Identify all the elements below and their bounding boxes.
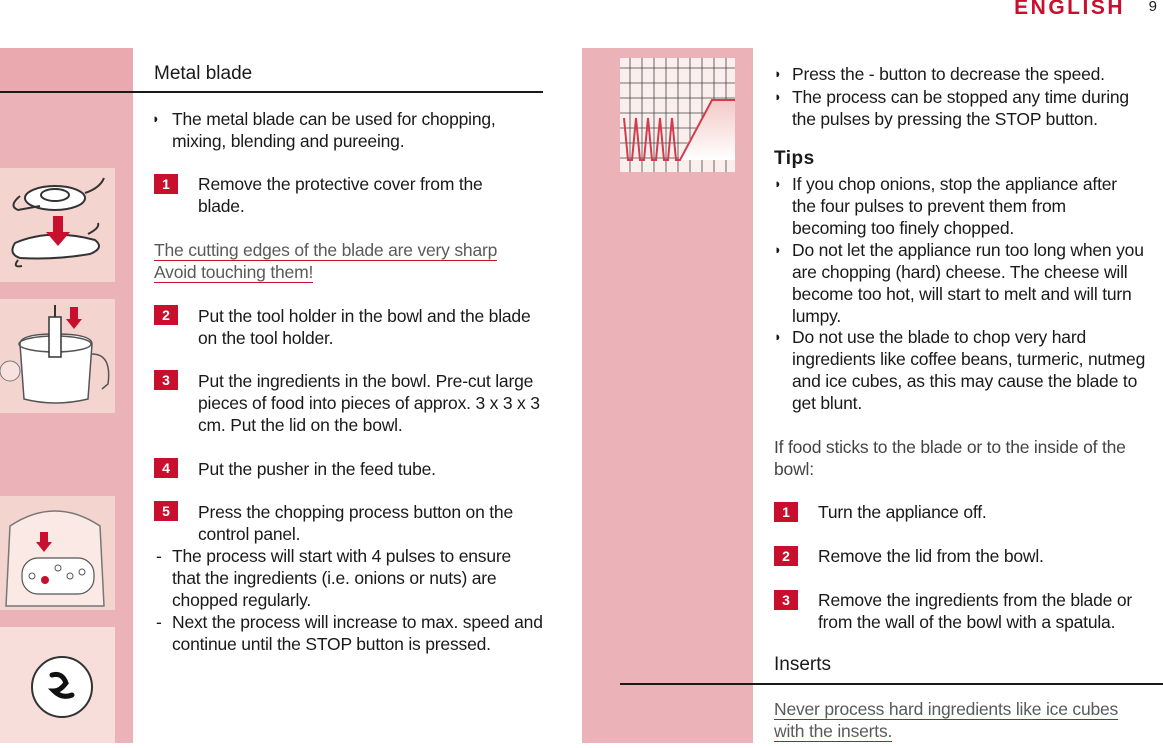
step-number: 5 bbox=[154, 501, 178, 521]
bullet-marker: ◗ bbox=[152, 111, 160, 126]
intro-bullet-text: The metal blade can be used for chopping, mixing, blending and pureeing. bbox=[172, 109, 496, 151]
dash-item-text: Next the process will increase to max. speed and continue until the STOP button is pressed. bbox=[172, 612, 543, 654]
bullet-marker: ◗ bbox=[774, 66, 782, 81]
dash-marker: - bbox=[156, 546, 162, 566]
page-number: 9 bbox=[1148, 0, 1157, 15]
warning-line: The cutting edges of the blade are very sharp bbox=[154, 240, 498, 260]
bullet-marker: ◗ bbox=[774, 176, 782, 191]
inserts-title: Inserts bbox=[774, 654, 832, 675]
decrease-speed-bullet: Press the - button to decrease the speed. bbox=[792, 64, 1105, 84]
bullet-marker: ◗ bbox=[774, 329, 782, 344]
language-label: ENGLISH bbox=[1014, 0, 1125, 19]
warning-line: Avoid touching them! bbox=[154, 262, 314, 282]
tip-text: Do not let the appliance run too long when you are chopping (hard) cheese. The cheese will become too hot, will start to melt and will turn lumpy. bbox=[792, 240, 1144, 326]
step-number: 3 bbox=[774, 590, 798, 610]
dash-item-text: The process will start with 4 pulses to ensure that the ingredients (i.e. onions or nuts) are chopped regularly. bbox=[172, 546, 512, 610]
step-text: Remove the ingredients from the blade or from the wall of the bowl with a spatula. bbox=[818, 590, 1132, 632]
step-number: 4 bbox=[154, 458, 178, 478]
stop-button-illustration bbox=[0, 627, 115, 743]
warning-line: with the inserts. bbox=[774, 721, 893, 741]
title-rule bbox=[0, 91, 543, 93]
step-number: 2 bbox=[774, 546, 798, 566]
stop-symbol-icon bbox=[0, 627, 115, 743]
left-title-band bbox=[0, 48, 133, 93]
step-text: Remove the protective cover from the blade. bbox=[198, 174, 483, 216]
step-text: Put the tool holder in the bowl and the blade on the tool holder. bbox=[198, 306, 531, 348]
blade-cover-illustration bbox=[0, 168, 115, 282]
tool-holder-illustration bbox=[0, 299, 115, 413]
tip-text: Do not use the blade to chop very hard ingredients like coffee beans, turmeric, nutmeg and ice cubes, as this may cause the blade to get blunt. bbox=[792, 327, 1146, 413]
control-panel-illustration bbox=[0, 496, 115, 610]
step-text: Turn the appliance off. bbox=[818, 502, 987, 522]
inserts-rule bbox=[620, 683, 1163, 685]
warning-line: Never process hard ingredients like ice cubes bbox=[774, 699, 1119, 719]
section-title-metal-blade: Metal blade bbox=[154, 63, 253, 84]
sharp-edges-warning bbox=[154, 239, 534, 283]
inserts-warning bbox=[774, 698, 1159, 742]
step-number: 2 bbox=[154, 305, 178, 325]
bullet-marker: ◗ bbox=[774, 242, 782, 257]
pulse-graph-icon bbox=[620, 58, 735, 172]
step-text: Put the pusher in the feed tube. bbox=[198, 459, 436, 479]
food-sticks-intro: If food sticks to the blade or to the inside of the bowl: bbox=[774, 437, 1126, 479]
step-number: 1 bbox=[774, 502, 798, 522]
step-text: Remove the lid from the bowl. bbox=[818, 546, 1044, 566]
step-text: Press the chopping process button on the control panel. bbox=[198, 502, 513, 544]
tool-holder-icon bbox=[0, 299, 115, 413]
blade-cover-icon bbox=[0, 168, 115, 282]
stop-pulses-bullet: The process can be stopped any time during the pulses by pressing the STOP button. bbox=[792, 87, 1129, 129]
step-number: 3 bbox=[154, 370, 178, 390]
dash-marker: - bbox=[156, 612, 162, 632]
step-text: Put the ingredients in the bowl. Pre-cut large pieces of food into pieces of approx. 3 x 3 x 3 cm. Put the lid on the bowl. bbox=[198, 371, 540, 435]
tip-text: If you chop onions, stop the appliance after the four pulses to prevent them from becoming too finely chopped. bbox=[792, 174, 1117, 238]
tips-heading: Tips bbox=[774, 148, 815, 169]
pulse-speed-diagram bbox=[620, 58, 735, 172]
step-number: 1 bbox=[154, 174, 178, 194]
control-panel-icon bbox=[0, 496, 115, 610]
bullet-marker: ◗ bbox=[774, 89, 782, 104]
